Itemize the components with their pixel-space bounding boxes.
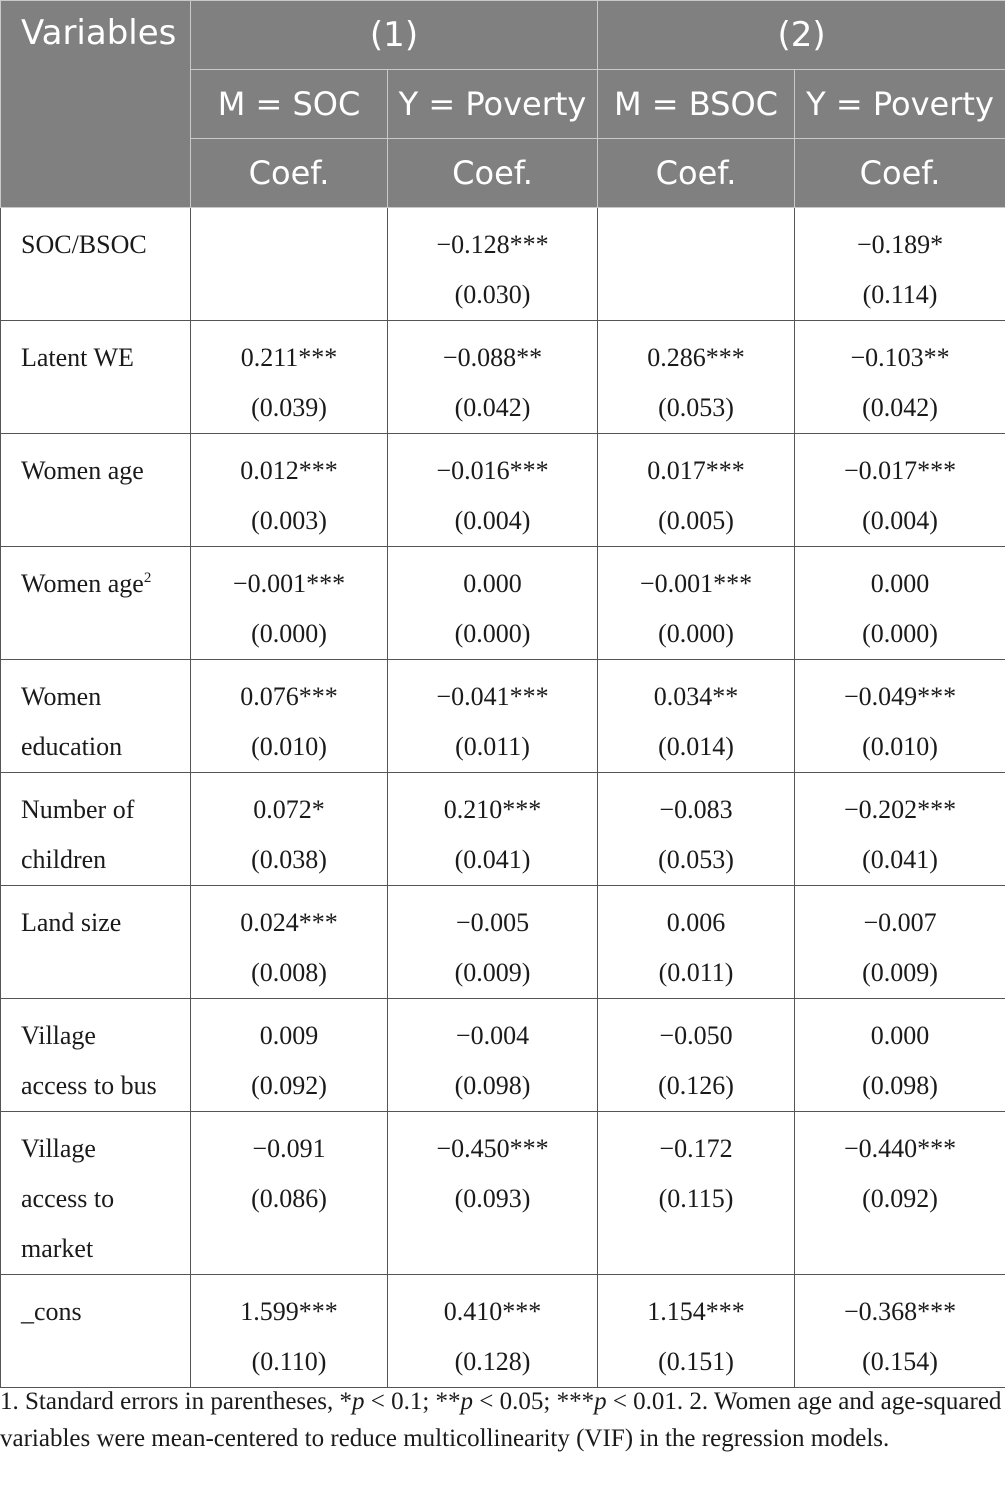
coefficient: −0.041*** (436, 682, 549, 711)
standard-error: (0.151) (658, 1347, 734, 1376)
coef-cell (598, 999, 795, 1112)
header-group-1: (1) (191, 1, 598, 70)
header-model: M = SOC (191, 70, 388, 139)
standard-error: (0.010) (862, 732, 938, 761)
coef-cell (191, 660, 388, 773)
coefficient: 1.154*** (647, 1297, 745, 1326)
row-label-text: market (21, 1234, 94, 1263)
row-label-text: _cons (21, 1297, 82, 1326)
table-row (1, 660, 1005, 773)
coef-cell (795, 208, 1005, 321)
coefficient: 1.599*** (240, 1297, 338, 1326)
row-label-text: access to (21, 1184, 115, 1213)
standard-error: (0.114) (862, 280, 938, 309)
row-label (1, 1112, 191, 1275)
table-row (1, 321, 1005, 434)
standard-error: (0.053) (658, 393, 734, 422)
row-label (1, 660, 191, 773)
coefficient: −0.004 (455, 1021, 530, 1050)
coef-cell (795, 1275, 1005, 1388)
coefficient: −0.083 (659, 795, 733, 824)
coefficient: −0.017*** (843, 456, 957, 485)
coefficient: −0.202*** (843, 795, 957, 824)
standard-error: (0.093) (454, 1184, 531, 1213)
coefficient: 0.410*** (443, 1297, 542, 1326)
coef-cell (191, 1112, 388, 1275)
table-row (1, 1112, 1005, 1275)
coef-cell (388, 886, 598, 999)
standard-error: (0.042) (862, 393, 938, 422)
coef-cell (191, 321, 388, 434)
standard-error: (0.098) (862, 1071, 938, 1100)
coefficient: −0.189* (856, 230, 944, 259)
row-label-line (21, 1124, 180, 1174)
row-label-text: access to bus (21, 1071, 157, 1100)
coef-cell (388, 321, 598, 434)
standard-error: (0.004) (454, 506, 531, 535)
coef-cell (388, 1112, 598, 1275)
coef-cell (388, 999, 598, 1112)
coef-cell (388, 660, 598, 773)
standard-error: (0.009) (862, 958, 938, 987)
coefficient: −0.001*** (232, 569, 346, 598)
coef-cell (598, 547, 795, 660)
coefficient: 0.000 (463, 569, 522, 598)
coef-cell (191, 999, 388, 1112)
table-body (1, 208, 1005, 1388)
standard-error: (0.110) (251, 1347, 327, 1376)
row-label-text: Village (21, 1021, 96, 1050)
header-group-2: (2) (598, 1, 1005, 70)
standard-error: (0.115) (658, 1184, 734, 1213)
standard-error: (0.004) (862, 506, 938, 535)
row-label (1, 999, 191, 1112)
coefficient: −0.368*** (843, 1297, 957, 1326)
row-label-line (21, 220, 180, 270)
coefficient: −0.049*** (843, 682, 957, 711)
coef-cell (598, 321, 795, 434)
standard-error: (0.014) (658, 732, 734, 761)
row-label-line (21, 559, 180, 609)
coefficient: 0.034** (653, 682, 739, 711)
row-label-line (21, 722, 180, 772)
coef-cell (191, 434, 388, 547)
standard-error: (0.154) (862, 1347, 938, 1376)
row-label-text: Women age (21, 569, 144, 598)
row-label-line (21, 1011, 180, 1061)
coef-cell (388, 773, 598, 886)
coef-cell (598, 773, 795, 886)
coef-cell (795, 1112, 1005, 1275)
footnote-text: 1. Standard errors in parentheses, * (0, 1388, 352, 1415)
coef-cell (191, 547, 388, 660)
coef-cell (795, 886, 1005, 999)
row-label (1, 886, 191, 999)
coefficient: 0.006 (666, 908, 726, 937)
footnote-p: p (460, 1388, 474, 1415)
standard-error: (0.010) (251, 732, 327, 761)
coefficient: 0.009 (259, 1021, 319, 1050)
standard-error: (0.000) (251, 619, 327, 648)
coef-cell (191, 208, 388, 321)
coefficient: 0.000 (870, 569, 930, 598)
coefficient: −0.450*** (436, 1134, 549, 1163)
header-coef: Coef. (598, 139, 795, 208)
coefficient: −0.088** (442, 343, 543, 372)
standard-error: (0.039) (251, 393, 327, 422)
row-label-line (21, 1287, 180, 1337)
footnote-p: p (594, 1388, 607, 1415)
coefficient: 0.211*** (240, 343, 338, 372)
coefficient: 0.076*** (240, 682, 338, 711)
table-row (1, 547, 1005, 660)
row-label-text: Number of (21, 795, 135, 824)
table-row (1, 434, 1005, 547)
coef-cell (191, 773, 388, 886)
standard-error: (0.042) (454, 393, 531, 422)
row-label-text: Women (21, 682, 102, 711)
header-coef: Coef. (795, 139, 1005, 208)
coefficient: −0.091 (252, 1134, 326, 1163)
row-label-line (21, 446, 180, 496)
standard-error: (0.008) (251, 958, 327, 987)
standard-error: (0.003) (251, 506, 327, 535)
row-label-line (21, 333, 180, 383)
table-row (1, 999, 1005, 1112)
coef-cell (598, 1275, 795, 1388)
footnote-p: p (351, 1388, 365, 1415)
coef-cell (598, 434, 795, 547)
coefficient: 0.012*** (240, 456, 338, 485)
coefficient: 0.000 (870, 1021, 930, 1050)
header-coef: Coef. (388, 139, 598, 208)
coef-cell (598, 886, 795, 999)
table-row (1, 886, 1005, 999)
row-label-line (21, 1061, 180, 1111)
coef-cell (598, 1112, 795, 1275)
coefficient: −0.440*** (843, 1134, 957, 1163)
superscript: 2 (143, 570, 152, 586)
header-coef: Coef. (191, 139, 388, 208)
row-label-line (21, 1224, 180, 1274)
standard-error: (0.000) (658, 619, 734, 648)
coefficient: −0.007 (863, 908, 937, 937)
coef-cell (795, 547, 1005, 660)
table-row (1, 208, 1005, 321)
standard-error: (0.086) (251, 1184, 327, 1213)
coef-cell (795, 434, 1005, 547)
coef-cell (795, 321, 1005, 434)
row-label-line (21, 785, 180, 835)
table-footnote (0, 1383, 1005, 1457)
coef-cell (598, 208, 795, 321)
standard-error: (0.038) (251, 845, 327, 874)
row-label-text: education (21, 732, 123, 761)
coef-cell (795, 660, 1005, 773)
row-label (1, 208, 191, 321)
coef-cell (191, 1275, 388, 1388)
coefficient: 0.072* (253, 795, 325, 824)
coef-cell (598, 660, 795, 773)
standard-error: (0.128) (454, 1347, 531, 1376)
coef-cell (191, 886, 388, 999)
standard-error: (0.005) (658, 506, 734, 535)
row-label-line (21, 672, 180, 722)
standard-error: (0.092) (251, 1071, 327, 1100)
footnote-text: < 0.05; *** (473, 1388, 595, 1415)
standard-error: (0.000) (862, 619, 938, 648)
coefficient: −0.050 (659, 1021, 733, 1050)
coef-cell (795, 773, 1005, 886)
standard-error: (0.030) (454, 280, 531, 309)
coefficient: 0.017*** (647, 456, 745, 485)
row-label (1, 773, 191, 886)
row-label (1, 547, 191, 660)
coef-cell (388, 208, 598, 321)
row-label-text: SOC/BSOC (21, 230, 147, 259)
row-label (1, 321, 191, 434)
coef-cell (388, 547, 598, 660)
coefficient: −0.103** (850, 343, 950, 372)
standard-error: (0.098) (454, 1071, 531, 1100)
footnote-text: < 0.1; ** (364, 1388, 461, 1415)
row-label (1, 434, 191, 547)
table-row (1, 773, 1005, 886)
row-label-text: Land size (21, 908, 122, 937)
coefficient: −0.172 (659, 1134, 733, 1163)
standard-error: (0.126) (658, 1071, 734, 1100)
header-variables: Variables (1, 1, 191, 208)
coefficient: −0.128*** (436, 230, 549, 259)
coefficient: −0.016*** (436, 456, 549, 485)
row-label-text: children (21, 845, 107, 874)
coefficient: −0.001*** (639, 569, 753, 598)
coef-cell (388, 1275, 598, 1388)
standard-error: (0.041) (454, 845, 531, 874)
row-label-text: Latent WE (21, 343, 134, 372)
coefficient: 0.286*** (647, 343, 745, 372)
row-label (1, 1275, 191, 1388)
coefficient: 0.024*** (240, 908, 338, 937)
header-model: Y = Poverty (388, 70, 598, 139)
standard-error: (0.011) (658, 958, 734, 987)
coef-cell (795, 999, 1005, 1112)
standard-error: (0.092) (862, 1184, 938, 1213)
header-model: Y = Poverty (795, 70, 1005, 139)
row-label-text: Village (21, 1134, 96, 1163)
row-label-line (21, 898, 180, 948)
standard-error: (0.011) (455, 732, 530, 761)
coefficient: 0.210*** (443, 795, 542, 824)
standard-error: (0.000) (454, 619, 531, 648)
row-label-text: Women age (21, 456, 144, 485)
row-label-line (21, 835, 180, 885)
standard-error: (0.009) (454, 958, 531, 987)
footnote-text: < 0.01. 2. Women age and age-squared variables were mean-centered to reduce multicollinearity (VIF) in the regression models. (0, 1388, 1002, 1452)
header-model: M = BSOC (598, 70, 795, 139)
table-row (1, 1275, 1005, 1388)
standard-error: (0.053) (658, 845, 734, 874)
coef-cell (388, 434, 598, 547)
table-header (1, 1, 1005, 208)
coefficient: −0.005 (455, 908, 530, 937)
standard-error: (0.041) (862, 845, 938, 874)
row-label-line (21, 1174, 180, 1224)
